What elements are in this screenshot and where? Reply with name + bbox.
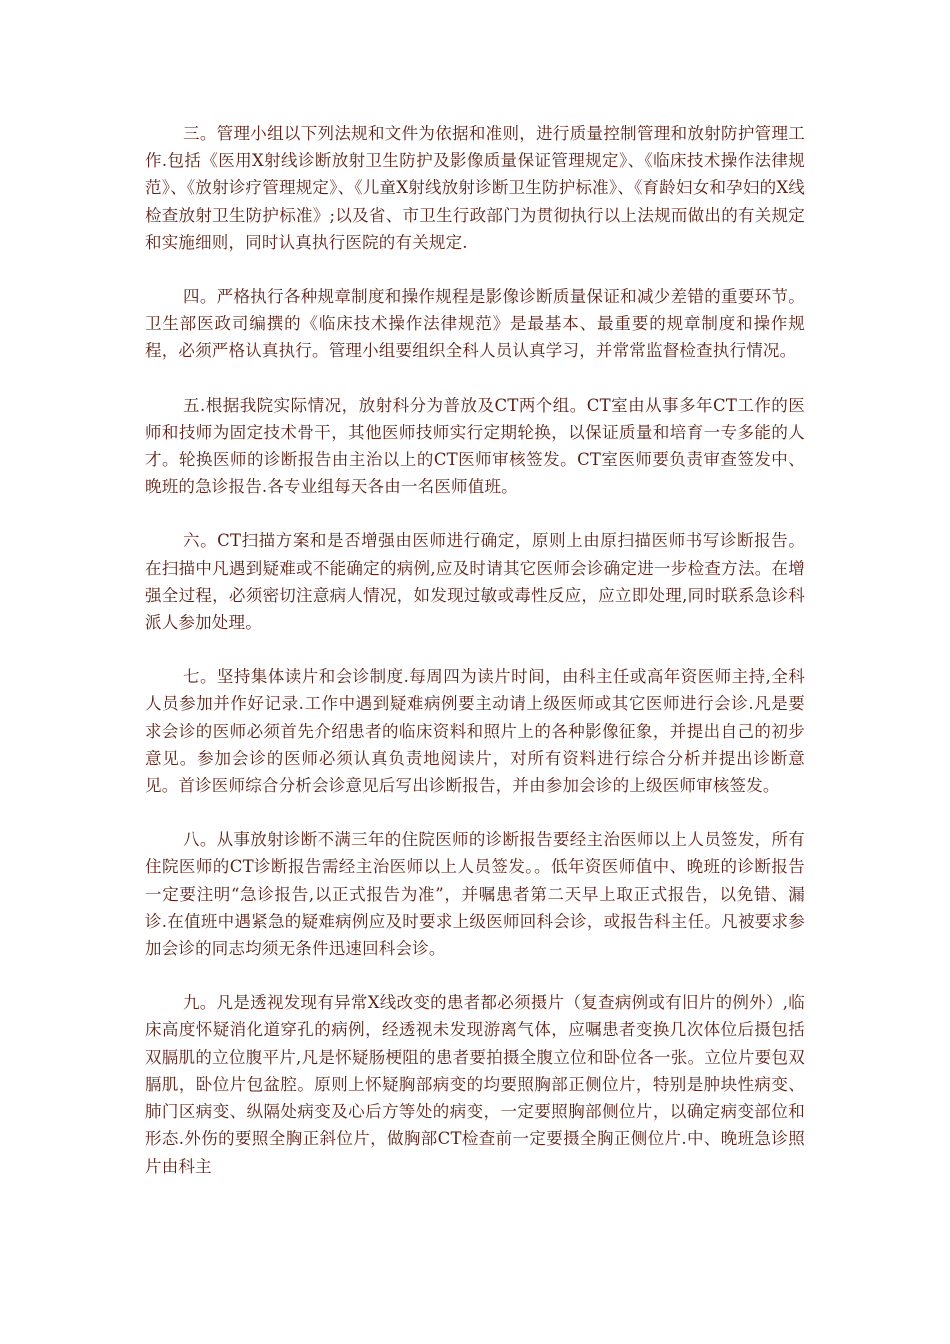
paragraph-7: 七。坚持集体读片和会诊制度.每周四为读片时间，由科主任或高年资医师主持,全科人员参加并作好记录.工作中遇到疑难病例要主动请上级医师或其它医师进行会诊.凡是要求会诊的医师必须首先介绍患者的临床资料和照片上的各种影像征象，并提出自己的初步意见。参加会诊的医师必须认真负责地阅读片，对所有资料进行综合分析并提出诊断意见。首诊医师综合分析会诊意见后写出诊断报告，并由参加会诊的上级医师审核签发。 [145, 667, 805, 796]
paragraph-6: 六。CT扫描方案和是否增强由医师进行确定，原则上由原扫描医师书写诊断报告。在扫描中凡遇到疑难或不能确定的病例,应及时请其它医师会诊确定进一步检查方法。在增强全过程，必须密切注意病人情况，如发现过敏或毒性反应，应立即处理,同时联系急诊科派人参加处理。 [145, 531, 805, 633]
paragraph-5: 五.根据我院实际情况，放射科分为普放及CT两个组。CT室由从事多年CT工作的医师和技师为固定技术骨干，其他医师技师实行定期轮换，以保证质量和培育一专多能的人才。轮换医师的诊断报告由主治以上的CT医师审核签发。CT室医师要负责审查签发中、晚班的急诊报告.各专业组每天各由一名医师值班。 [145, 395, 805, 497]
paragraph-3: 三。管理小组以下列法规和文件为依据和准则，进行质量控制管理和放射防护管理工作.包括《医用X射线诊断放射卫生防护及影像质量保证管理规定》、《临床技术操作法律规范》、《放射诊疗管理规定》、《儿童X射线放射诊断卫生防护标准》、《育龄妇女和孕妇的X线检查放射卫生防护标准》;以及省、市卫生行政部门为贯彻执行以上法规而做出的有关规定和实施细则，同时认真执行医院的有关规定. [145, 124, 805, 252]
paragraph-4: 四。严格执行各种规章制度和操作规程是影像诊断质量保证和减少差错的重要环节。卫生部医政司编撰的《临床技术操作法律规范》是最基本、最重要的规章制度和操作规程，必须严格认真执行。管理小组要组织全科人员认真学习，并常常监督检查执行情况。 [145, 287, 805, 361]
paragraph-9: 九。凡是透视发现有异常X线改变的患者都必须摄片（复查病例或有旧片的例外）,临床高度怀疑消化道穿孔的病例，经透视未发现游离气体，应嘱患者变换几次体位后摄包括双膈肌的立位腹平片,凡是怀疑肠梗阻的患者要拍摄全腹立位和卧位各一张。立位片要包双膈肌，卧位片包盆腔。原则上怀疑胸部病变的均要照胸部正侧位片，特别是肿块性病变、肺门区病变、纵隔处病变及心后方等处的病变，一定要照胸部侧位片，以确定病变部位和形态.外伤的要照全胸正斜位片，做胸部CT检查前一定要摄全胸正侧位片.中、晚班急诊照片由科主 [145, 993, 805, 1176]
paragraph-8: 八。从事放射诊断不满三年的住院医师的诊断报告要经主治医师以上人员签发，所有住院医师的CT诊断报告需经主治医师以上人员签发。。低年资医师值中、晚班的诊断报告一定要注明“急诊报告,以正式报告为准”，并嘱患者第二天早上取正式报告，以免错、漏诊.在值班中遇紧急的疑难病例应及时要求上级医师回科会诊，或报告科主任。凡被要求参加会诊的同志均须无条件迅速回科会诊。 [145, 830, 805, 959]
document-body [145, 120, 805, 1207]
